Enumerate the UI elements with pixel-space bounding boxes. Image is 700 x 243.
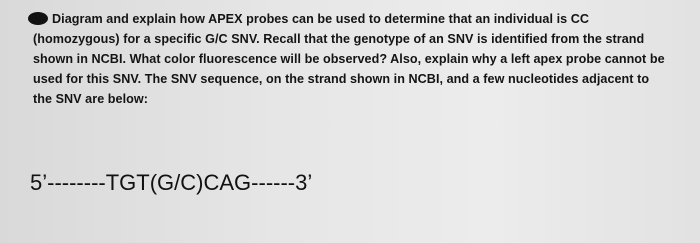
bullet-marker — [28, 12, 48, 25]
question-line-3: shown in NCBI. What color fluorescence will be observed? Also, explain why a left apex probe cannot be — [33, 52, 665, 66]
question-line-1: Diagram and explain how APEX probes can be used to determine that an individual is CC — [52, 12, 590, 26]
question-line-4: used for this SNV. The SNV sequence, on the strand shown in NCBI, and a few nucleotides adjacent to — [33, 72, 650, 86]
question-line-2: (homozygous) for a specific G/C SNV. Recall that the genotype of an SNV is identified from the strand — [33, 32, 645, 46]
question-line-5: the SNV are below: — [33, 92, 148, 106]
snv-sequence: 5’--------TGT(G/C)CAG------3’ — [30, 170, 313, 195]
